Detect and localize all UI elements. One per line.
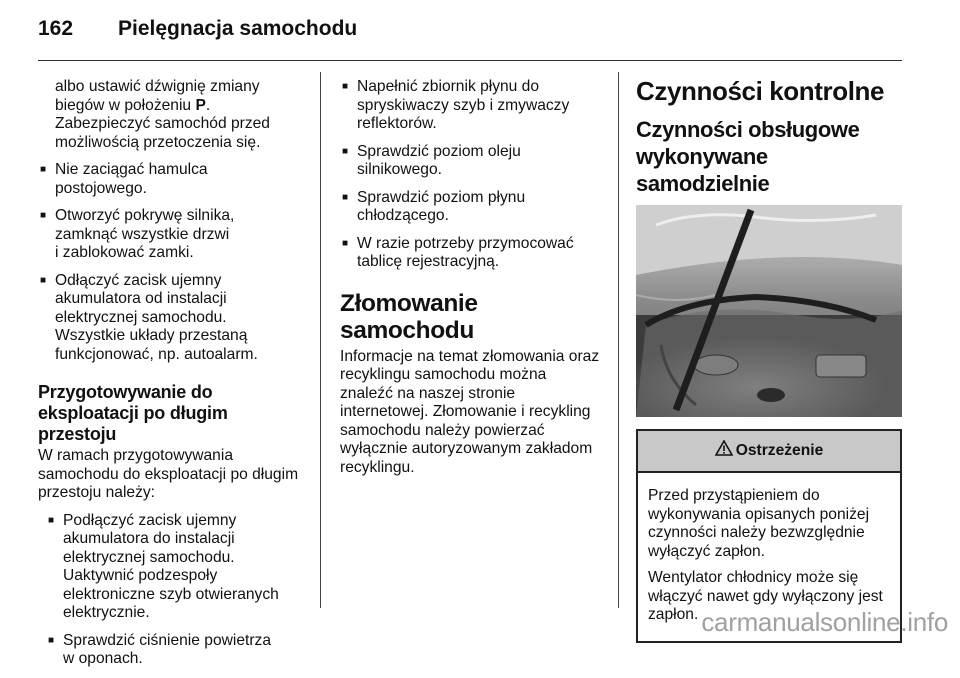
header-rule (38, 60, 902, 61)
warning-paragraph: Przed przystąpieniem do wykonywania opisanych poniżej czynności należy bezwzględnie wyłączyć zapłon. (648, 487, 870, 560)
watermark: carmanualsonline.info (701, 607, 948, 637)
section-heading: Przygotowywanie do eksploatacji po długim przestoju (38, 382, 228, 444)
list-item: ■ Sprawdzić ciśnienie powietrza w oponach. (46, 632, 310, 669)
list-item: ■ Odłączyć zacisk ujemny akumulatora od instalacji elektrycznej samochodu. Wszystkie układy przestaną funkcjonować, np. autoalarm. (38, 272, 310, 365)
warning-title: Ostrzeżenie (735, 441, 824, 459)
list-item: ■ Nie zaciągać hamulca postojowego. (38, 161, 310, 198)
list-item: ■ Otworzyć pokrywę silnika, zamknąć wszystkie drzwi i zablokować zamki. (38, 207, 310, 263)
warning-triangle-icon (715, 440, 733, 462)
running-title: Pielęgnacja samochodu (118, 17, 358, 40)
column-divider (618, 72, 619, 608)
section-heading: Złomowanie samochodu (340, 289, 478, 344)
column-left (38, 78, 310, 678)
engine-bay-photo-icon (636, 205, 902, 417)
warning-header (638, 431, 900, 473)
gear-position-p: P (195, 96, 206, 114)
list-item: ■ Sprawdzić poziom oleju silnikowego. (340, 143, 605, 180)
warning-paragraph: Wentylator chłodnicy może się włączyć nawet gdy wyłączony jest zapłon. (648, 569, 883, 623)
continued-text: albo ustawić dźwignię zmiany biegów w położeniu P. Zabezpieczyć samochód przed możliwością przetoczenia się. (55, 78, 270, 151)
section-heading: Czynności obsługowe wykonywane samodzielnie (636, 117, 860, 196)
list-item: ■ W razie potrzeby przymocować tablicę rejestracyjną. (340, 235, 605, 272)
chapter-title: Czynności kontrolne (636, 76, 885, 106)
page-number: 162 (38, 17, 74, 40)
sub-list (38, 512, 310, 669)
column-middle (340, 78, 605, 486)
section-text: Informacje na temat złomowania oraz recyklingu samochodu można znaleźć na naszej stronie internetowej. Złomowanie i recykling samochodu należy powierzać wyłącznie autoryzowanym zakładom recyklingu. (340, 347, 600, 476)
list-item: ■ Napełnić zbiornik płynu do spryskiwaczy szyb i zmywaczy reflektorów. (340, 78, 605, 134)
section-intro: W ramach przygotowywania samochodu do eksploatacji po długim przestoju należy: (38, 447, 299, 501)
column-divider (320, 72, 321, 608)
list-item: ■ Sprawdzić poziom płynu chłodzącego. (340, 189, 605, 226)
list-item: ■ Podłączyć zacisk ujemny akumulatora do instalacji elektrycznej samochodu. Uaktywnić podzespoły elektroniczne szyb otwieranych elektrycznie. (46, 512, 310, 623)
column-right (636, 76, 902, 643)
